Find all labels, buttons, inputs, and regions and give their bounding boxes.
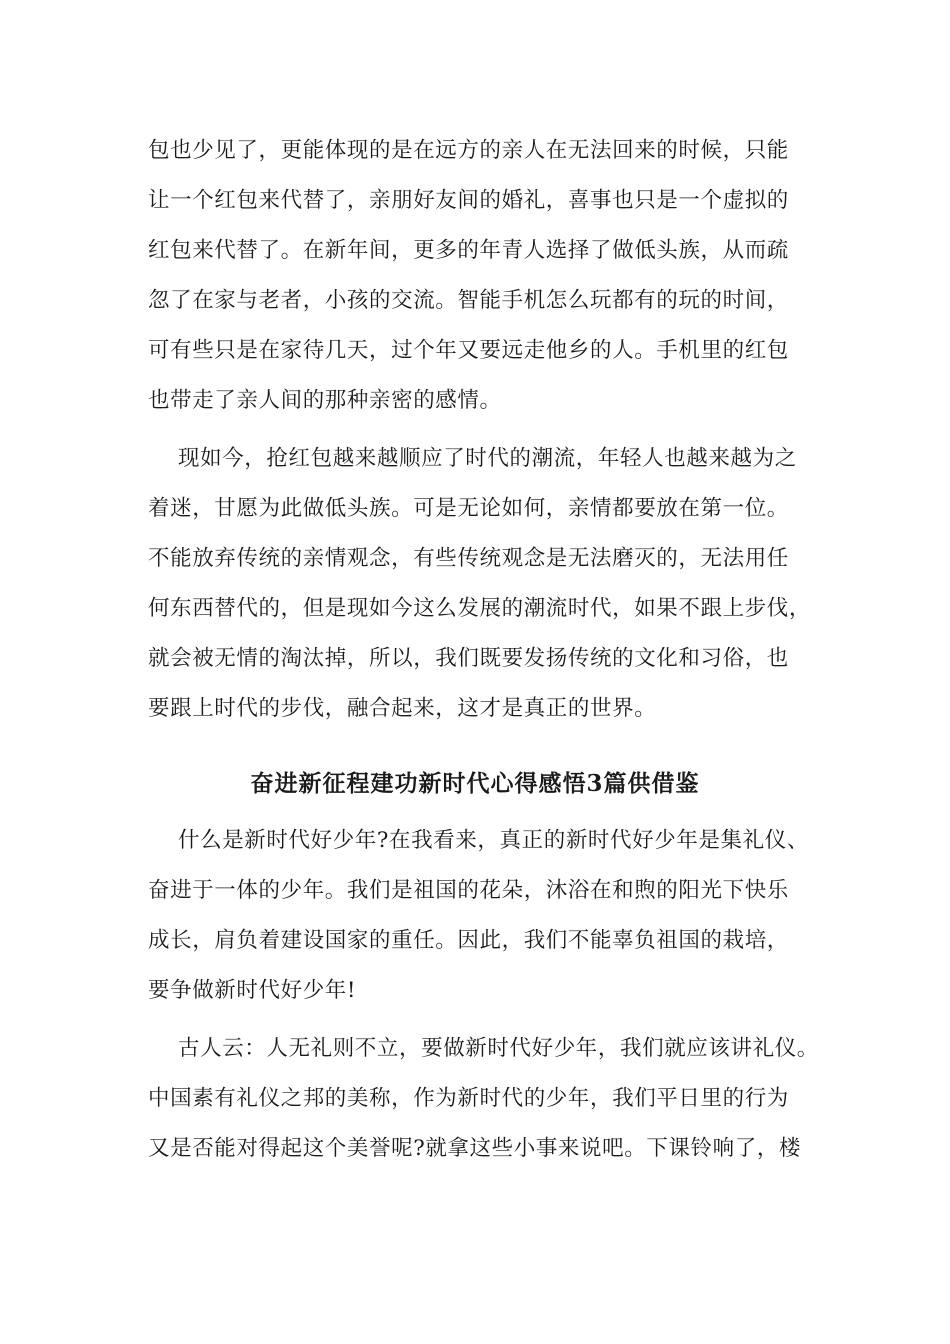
paragraph-3-line-4: 要争做新时代好少年! [148, 978, 357, 1003]
paragraph-1-line-4: 忽了在家与老者，小孩的交流。智能手机怎么玩都有的玩的时间， [148, 288, 789, 313]
paragraph-2-line-1: 现如今，抢红包越来越顺应了时代的潮流，年轻人也越来越为之 [178, 446, 797, 471]
paragraph-4-line-3: 又是否能对得起这个美誉呢?就拿这些小事来说吧。下课铃响了，楼 [148, 1136, 802, 1161]
section-heading: 奋进新征程建功新时代心得感悟3篇供借鉴 [250, 770, 700, 797]
paragraph-2-line-4: 何东西替代的，但是现如今这么发展的潮流时代，如果不跟上步伐， [148, 596, 812, 621]
paragraph-3-line-3: 成长，肩负着建设国家的重任。因此，我们不能辜负祖国的栽培， [148, 928, 789, 953]
paragraph-3-line-2: 奋进于一体的少年。我们是祖国的花朵，沐浴在和煦的阳光下快乐 [148, 878, 789, 903]
paragraph-2-line-2: 着迷，甘愿为此做低头族。可是无论如何，亲情都要放在第一位。 [148, 496, 789, 521]
paragraph-1-line-6: 也带走了亲人间的那种亲密的感情。 [148, 388, 502, 413]
paragraph-3-line-1: 什么是新时代好少年?在我看来，真正的新时代好少年是集礼仪、 [178, 828, 809, 853]
paragraph-1-line-3: 红包来代替了。在新年间，更多的年青人选择了做低头族，从而疏 [148, 238, 789, 263]
paragraph-1-line-2: 让一个红包来代替了，亲朋好友间的婚礼，喜事也只是一个虚拟的 [148, 188, 789, 213]
paragraph-4-line-2: 中国素有礼仪之邦的美称，作为新时代的少年，我们平日里的行为 [148, 1086, 789, 1111]
paragraph-4-line-1: 古人云：人无礼则不立，要做新时代好少年，我们就应该讲礼仪。 [178, 1036, 819, 1061]
paragraph-1-line-5: 可有些只是在家待几天，过个年又要远走他乡的人。手机里的红包 [148, 338, 789, 363]
paragraph-2-line-6: 要跟上时代的步伐，融合起来，这才是真正的世界。 [148, 696, 657, 721]
paragraph-2-line-5: 就会被无情的淘汰掉，所以，我们既要发扬传统的文化和习俗，也 [148, 646, 789, 671]
paragraph-2-line-3: 不能放弃传统的亲情观念，有些传统观念是无法磨灭的，无法用任 [148, 546, 789, 571]
paragraph-1-line-1: 包也少见了，更能体现的是在远方的亲人在无法回来的时候，只能 [148, 138, 789, 163]
